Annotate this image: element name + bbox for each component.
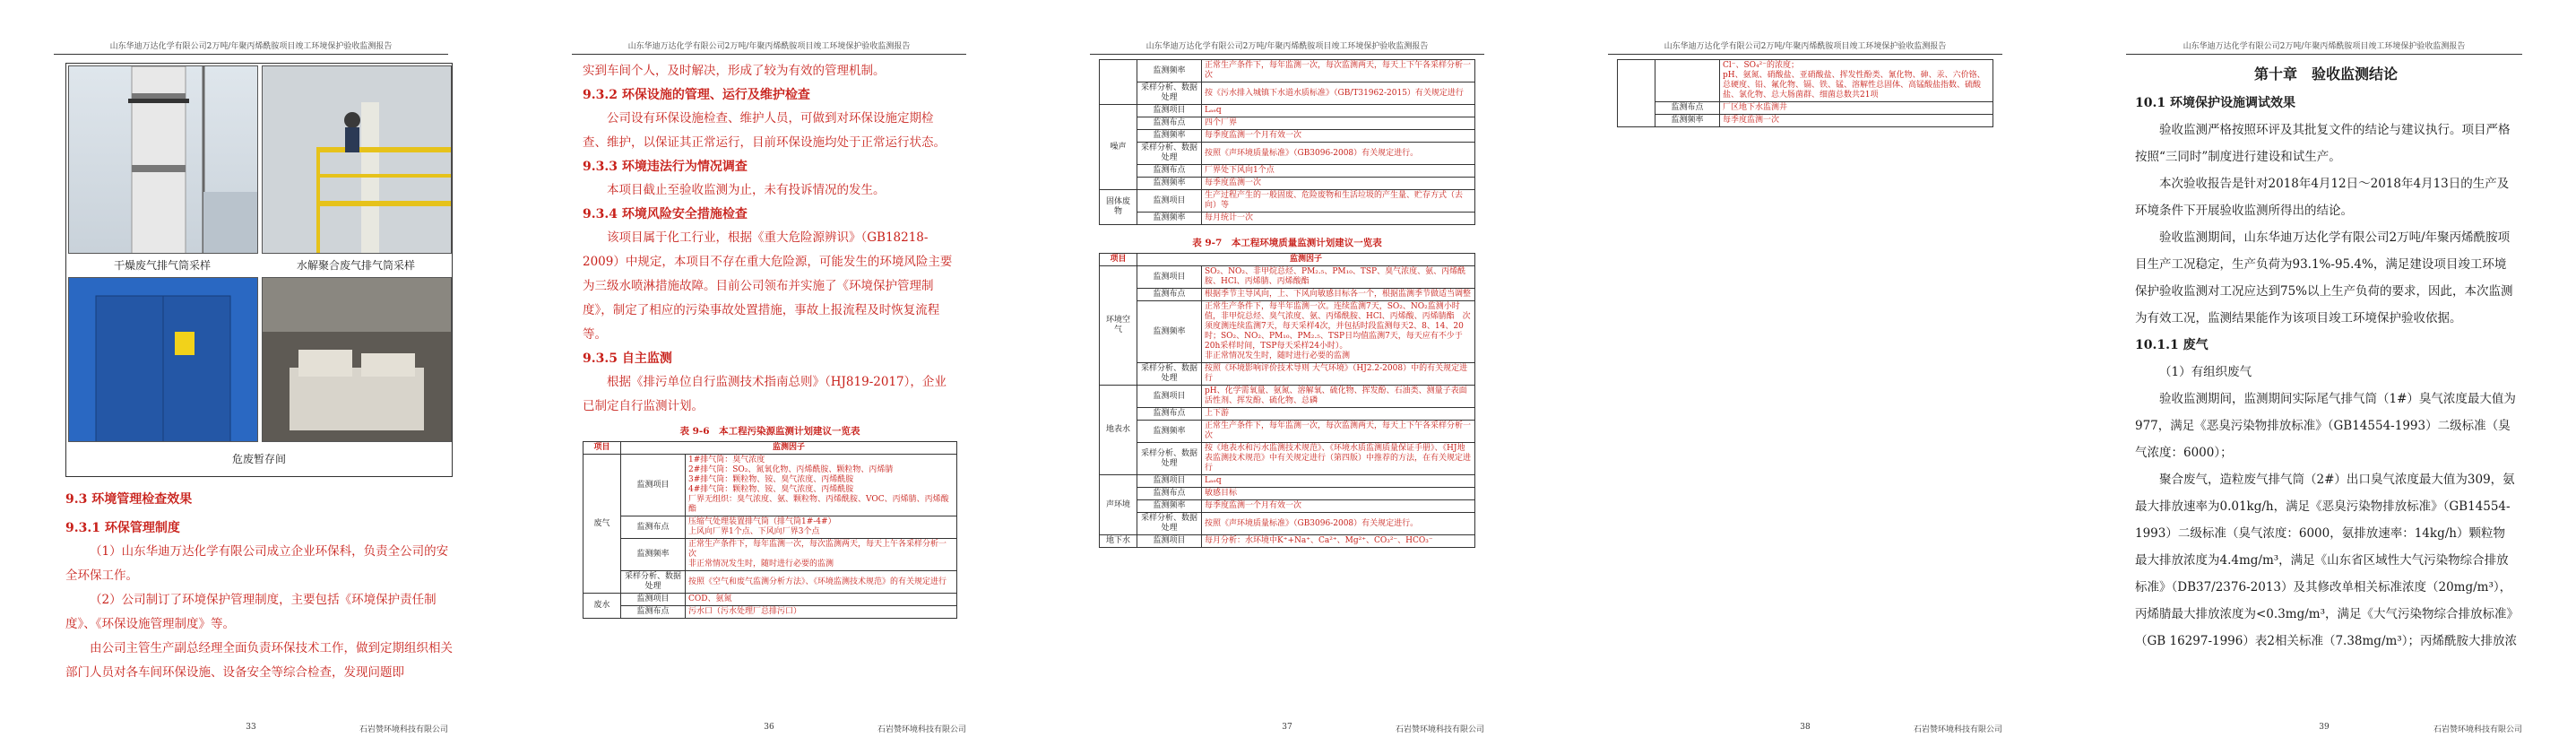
paragraph: 验收监测期间，监测期间实际尾气排气筒（1#）臭气浓度最大值为977，满足《恶臭污染物排放标准》（GB14554-1993）二级标准（臭气浓度：6000）； bbox=[2135, 392, 2516, 460]
table-row bbox=[583, 455, 957, 516]
table-row bbox=[1618, 60, 1993, 102]
row-group-cell: 地表水 bbox=[1100, 386, 1137, 475]
chimney-image bbox=[69, 66, 258, 254]
table-row bbox=[583, 606, 957, 619]
monitoring-table bbox=[583, 441, 957, 619]
row-label-cell: 采样分析、数据处理 bbox=[1137, 443, 1202, 475]
row-label-cell: 监测布点 bbox=[1137, 289, 1202, 301]
row-text-cell: 每月统计一次 bbox=[1202, 213, 1475, 225]
row-label-cell: 监测频率 bbox=[1137, 178, 1202, 190]
paragraph: （1）山东华迪万达化学有限公司成立企业环保科，负责全公司的安全环保工作。 bbox=[65, 544, 449, 583]
row-label-cell: 监测项目 bbox=[621, 455, 686, 516]
row-label-cell: 监测项目 bbox=[1137, 535, 1202, 548]
paragraph: 该项目属于化工行业，根据《重大危险源辨识》（GB18218-2009）中规定，本项目不存在重大危险源，可能发生的环境风险主要为三级水喷淋措施故障。目前公司领布并实施了《环境保护管理制度》，制定了相应的污染事故处置措施，事故上报流程及时恢复流程等。 bbox=[583, 230, 953, 342]
row-label-cell: 监测项目 bbox=[1137, 386, 1202, 408]
section-heading: 9.3.1 环保管理制度 bbox=[65, 521, 180, 535]
row-label-cell: 监测项目 bbox=[1137, 475, 1202, 488]
paragraph: 公司设有环保设施检查、维护人员，可做到对环保设施定期检查、维护，以保证其正常运行，目前环保设施均处于正常运行状态。 bbox=[583, 111, 946, 150]
paragraph: 实到车间个人，及时解决，形成了较为有效的管理机制。 bbox=[583, 64, 886, 78]
row-text-cell: 敏感目标 bbox=[1202, 488, 1475, 500]
row-text-cell: 每季度监测一个月有效一次 bbox=[1202, 500, 1475, 513]
row-text-cell: pH、化学需氧量、氨氮、溶解氧、硫化物、挥发酚、石油类、测量子表面活性剂、挥发酚、硫化物、总磷 bbox=[1202, 386, 1475, 408]
page-header: 山东华迪万达化学有限公司2万吨/年聚丙烯酰胺项目竣工环境保护验收监测报告 bbox=[54, 39, 448, 55]
row-text-cell: Cl⁻、SO₄²⁻的浓度； pH、氨氮、硝酸盐、亚硝酸盐、挥发性酚类、氰化物、砷、汞、六价铬、总硬度、铅、氟化物、镉、铁、锰、溶解性总固体、高锰酸盐指数、硫酸盐、氯化物、总大肠菌群、细菌总数共21项 bbox=[1720, 60, 1993, 102]
row-label-cell: 监测布点 bbox=[621, 606, 686, 619]
row-text-cell: 厂区地下水监测井 bbox=[1720, 102, 1993, 115]
section-heading: 9.3.3 环境违法行为情况调查 bbox=[583, 160, 748, 174]
table-row bbox=[583, 516, 957, 539]
table-row bbox=[1618, 115, 1993, 127]
report-page-37 bbox=[1036, 0, 1538, 755]
table-body bbox=[1100, 60, 1475, 225]
row-text-cell: 正常生产条件下，每年监测一次，每次监测两天，每天上下午各采样分析一次 bbox=[1202, 421, 1475, 443]
row-group-cell: 声环境 bbox=[1100, 475, 1137, 535]
row-text-cell: 按照《环境影响评价技术导则 大气环境》（HJ2.2-2008）中的有关规定进行 bbox=[1202, 363, 1475, 386]
footer-company: 石岩赞环境科技有限公司 bbox=[359, 725, 448, 734]
row-text-cell: 每季度监测一次 bbox=[1202, 178, 1475, 190]
photo-door bbox=[68, 277, 258, 442]
page-header: 山东华迪万达化学有限公司2万吨/年聚丙烯酰胺项目竣工环境保护验收监测报告 bbox=[1090, 39, 1484, 55]
table-row bbox=[1100, 408, 1475, 421]
table-row bbox=[1100, 386, 1475, 408]
paragraph: 由公司主管生产副总经理全面负责环保技术工作，做到定期组织相关部门人员对各车间环保设施、设备安全等综合检查，发现问题即 bbox=[65, 641, 453, 680]
page-header: 山东华迪万达化学有限公司2万吨/年聚丙烯酰胺项目竣工环境保护验收监测报告 bbox=[572, 39, 966, 55]
table-row bbox=[1100, 130, 1475, 143]
section-heading: 10.1.1 废气 bbox=[2135, 338, 2209, 352]
row-label-cell: 监测布点 bbox=[1137, 117, 1202, 130]
row-label-cell: 监测布点 bbox=[621, 516, 686, 539]
row-label-cell: 监测布点 bbox=[1655, 102, 1720, 115]
table-row bbox=[1100, 363, 1475, 386]
page-header: 山东华迪万达化学有限公司2万吨/年聚丙烯酰胺项目竣工环境保护验收监测报告 bbox=[2126, 39, 2522, 55]
row-label-cell: 采样分析、数据处理 bbox=[1137, 143, 1202, 165]
table-body bbox=[583, 455, 957, 619]
row-text-cell: 污水口（污水处理厂总排污口） bbox=[686, 606, 957, 619]
table-header: 监测因子 bbox=[621, 442, 957, 455]
row-label-cell: 监测频率 bbox=[621, 539, 686, 571]
row-text-cell: 正常生产条件下，每年监测一次，每次监测两天，每天上下午各采样分析一次 bbox=[1202, 60, 1475, 82]
table-row bbox=[1100, 513, 1475, 535]
storage-image bbox=[263, 278, 452, 442]
section-heading: 10.1 环境保护设施调试效果 bbox=[2135, 96, 2295, 110]
row-text-cell: 按《地表水和污水监测技术规范》、《环境水质监测质量保证手册》、《HJ地表监测技术规范》中有关规定进行（第四版）中推荐的方法，在有关规定进行 bbox=[1202, 443, 1475, 475]
report-page-33 bbox=[0, 0, 502, 755]
row-label-cell: 监测频率 bbox=[1655, 115, 1720, 127]
quality-table-continued bbox=[1617, 59, 1993, 127]
row-text-cell: 按照《声环境质量标准》（GB3096-2008）有关规定进行。 bbox=[1202, 143, 1475, 165]
platform-image bbox=[263, 66, 452, 254]
report-page-36 bbox=[518, 0, 1020, 755]
row-label-cell: 监测项目 bbox=[1137, 190, 1202, 213]
row-text-cell: 根据季节主导风向，上、下风向敏感目标各一个，根据监测季节做适当调整 bbox=[1202, 289, 1475, 301]
row-text-cell: 生产过程产生的一般固废、危险废物和生活垃圾的产生量、贮存方式（去向）等 bbox=[1202, 190, 1475, 213]
photo-caption: 干燥废气排气筒采样 bbox=[113, 259, 211, 272]
paragraph: 聚合废气，造粒废气排气筒（2#）出口臭气浓度最大值为309，氨最大排放速率为0.01kg/h，满足《恶臭污染物排放标准》（GB14554-1993）二级标准（臭气浓度：6000，氨排放速率：14kg/h）颗粒物最大排放浓度为4.4mg/m³，满足《山东省区域性大气污染物综合排放标准》（DB37/2376-2013）及其修改单相关标准浓度（20mg/m³），丙烯腈最大排放浓度为<0.3mg/m³，满足《大气污染物综合排放标准》（GB 16297-1996）表2相关标准（7.38mg/m³）；丙烯酰胺大排放浓 bbox=[2135, 473, 2517, 648]
photo-grid bbox=[65, 63, 453, 477]
photo-platform-sampling bbox=[262, 65, 452, 254]
paragraph: 根据《排污单位自行监测技术指南总则》（HJ819-2017），企业已制定自行监测计划。 bbox=[583, 375, 947, 413]
photo-stack-sampling bbox=[68, 65, 258, 254]
paragraph: 本次验收报告是针对2018年4月12日～2018年4月13日的生产及环境条件下开展验收监测所得出的结论。 bbox=[2135, 177, 2510, 218]
table-row bbox=[1100, 143, 1475, 165]
row-group-cell: 固体废物 bbox=[1100, 190, 1137, 225]
table-row bbox=[1100, 117, 1475, 130]
row-text-cell: 每季度监测一次 bbox=[1720, 115, 1993, 127]
row-text-cell: 四个厂界 bbox=[1202, 117, 1475, 130]
section-heading: 9.3.2 环保设施的管理、运行及维护检查 bbox=[583, 88, 810, 102]
chapter-title: 第十章 验收监测结论 bbox=[2253, 65, 2398, 82]
table-row bbox=[1100, 301, 1475, 363]
row-label-cell bbox=[1655, 60, 1720, 102]
table-row bbox=[1100, 421, 1475, 443]
footer-company: 石岩赞环境科技有限公司 bbox=[1913, 725, 2002, 734]
row-label-cell: 采样分析、数据处理 bbox=[1137, 363, 1202, 386]
table-header: 项目 bbox=[583, 442, 621, 455]
table-row bbox=[1100, 105, 1475, 117]
row-label-cell: 监测频率 bbox=[1137, 60, 1202, 82]
row-label-cell: 监测频率 bbox=[1137, 213, 1202, 225]
table-row bbox=[1618, 102, 1993, 115]
table-row bbox=[1100, 190, 1475, 213]
photo-caption: 危废暂存间 bbox=[231, 453, 286, 465]
table-row bbox=[1100, 500, 1475, 513]
row-text-cell: 按照《声环境质量标准》（GB3096-2008）有关规定进行。 bbox=[1202, 513, 1475, 535]
paragraph: （1）有组织废气 bbox=[2159, 365, 2252, 379]
paragraph: 本项目截止至验收监测为止，未有投诉情况的发生。 bbox=[607, 183, 886, 197]
row-text-cell: Lₐₑq bbox=[1202, 105, 1475, 117]
row-text-cell: 按照《空气和废气监测分析方法》、《环境监测技术规范》的有关规定进行 bbox=[686, 571, 957, 594]
paragraph: 验收监测严格按照环评及其批复文件的结论与建议执行。项目严格按照“三同时”制度进行建设和试生产。 bbox=[2135, 123, 2511, 164]
page-header: 山东华迪万达化学有限公司2万吨/年聚丙烯酰胺项目竣工环境保护验收监测报告 bbox=[1608, 39, 2002, 55]
row-label-cell: 监测项目 bbox=[621, 594, 686, 606]
row-text-cell: SO₂、NO₂、非甲烷总烃、PM₂.₅、PM₁₀、TSP、臭气浓度、氨、丙烯酰胺、HCl、丙烯腈、丙烯酸酯 bbox=[1202, 266, 1475, 289]
row-text-cell: 1#排气筒：臭气浓度 2#排气筒：SO₂、氮氧化物、丙烯酰胺、颗粒物、丙烯腈 3#排气筒：颗粒物、铵、臭气浓度、丙烯酰胺 4#排气筒：颗粒物、铵、臭气浓度、丙烯酰胺 厂界无组织：臭气浓度、氨、颗粒物、丙烯酰胺、VOC、丙烯腈、丙烯酸酯 bbox=[686, 455, 957, 516]
row-text-cell: 厂界处下风向1个点 bbox=[1202, 165, 1475, 178]
row-label-cell: 监测频率 bbox=[1137, 130, 1202, 143]
table-body bbox=[1618, 60, 1993, 127]
table-row bbox=[1100, 535, 1475, 548]
row-label-cell: 采样分析、数据处理 bbox=[1137, 82, 1202, 105]
table-header: 项目 bbox=[1100, 254, 1137, 266]
row-label-cell: 监测频率 bbox=[1137, 500, 1202, 513]
footer-company: 石岩赞环境科技有限公司 bbox=[877, 725, 966, 734]
table-header: 监测因子 bbox=[1137, 254, 1475, 266]
monitoring-table-continued bbox=[1099, 59, 1475, 225]
table-row bbox=[1100, 488, 1475, 500]
row-text-cell: 上下游 bbox=[1202, 408, 1475, 421]
table-row bbox=[583, 571, 957, 594]
photo-caption: 水解聚合废气排气筒采样 bbox=[296, 259, 415, 272]
table-row bbox=[1100, 266, 1475, 289]
report-page-39 bbox=[2072, 0, 2576, 755]
row-group-cell: 噪声 bbox=[1100, 105, 1137, 190]
table-row bbox=[1100, 213, 1475, 225]
footer-company: 石岩赞环境科技有限公司 bbox=[1395, 725, 1484, 734]
page-number: 38 bbox=[1800, 723, 1811, 732]
quality-table bbox=[1099, 253, 1475, 548]
table-row bbox=[1100, 289, 1475, 301]
row-label-cell: 监测频率 bbox=[1137, 421, 1202, 443]
table-row bbox=[583, 539, 957, 571]
row-label-cell: 监测布点 bbox=[1137, 488, 1202, 500]
page-number: 33 bbox=[246, 723, 256, 732]
row-group-cell: 废气 bbox=[583, 455, 621, 594]
table-row bbox=[1100, 178, 1475, 190]
row-text-cell: 按《污水排入城镇下水道水质标准》（GB/T31962-2015）有关规定进行 bbox=[1202, 82, 1475, 105]
photo-storage bbox=[262, 277, 452, 442]
table-row bbox=[583, 594, 957, 606]
row-text-cell: Lₐₑq bbox=[1202, 475, 1475, 488]
paragraph: 验收监测期间，山东华迪万达化学有限公司2万吨/年聚丙烯酰胺项目生产工况稳定，生产负荷为93.1%-95.4%，满足建设项目竣工环境保护验收监测对工况应达到75%以上生产负荷的要求，因此，本次监测为有效工况，监测结果能作为该项目竣工环境保护验收依据。 bbox=[2135, 230, 2513, 325]
table-row bbox=[1100, 475, 1475, 488]
table-row bbox=[1100, 443, 1475, 475]
table-title: 表 9-7 本工程环境质量监测计划建议一览表 bbox=[1192, 238, 1382, 248]
table-row bbox=[1100, 82, 1475, 105]
page-number: 37 bbox=[1282, 723, 1292, 732]
page-number: 39 bbox=[2319, 723, 2330, 732]
row-label-cell: 监测项目 bbox=[1137, 105, 1202, 117]
table-title: 表 9-6 本工程污染源监测计划建议一览表 bbox=[679, 426, 860, 437]
paragraph: （2）公司制订了环境保护管理制度，主要包括《环境保护责任制度》、《环保设施管理制度》等。 bbox=[65, 593, 437, 631]
section-heading: 9.3.4 环境风险安全措施检查 bbox=[583, 207, 748, 221]
row-text-cell: COD、氨氮 bbox=[686, 594, 957, 606]
section-heading: 9.3.5 自主监测 bbox=[583, 351, 672, 366]
row-label-cell: 监测项目 bbox=[1137, 266, 1202, 289]
page-number: 36 bbox=[764, 723, 774, 732]
row-label-cell: 监测频率 bbox=[1137, 301, 1202, 363]
table-row bbox=[1100, 165, 1475, 178]
row-label-cell: 监测布点 bbox=[1137, 408, 1202, 421]
row-group-cell bbox=[1618, 60, 1655, 127]
table-row bbox=[1100, 60, 1475, 82]
row-group-cell: 地下水 bbox=[1100, 535, 1137, 548]
section-heading: 9.3 环境管理检查效果 bbox=[65, 492, 193, 507]
table-body bbox=[1100, 266, 1475, 548]
row-text-cell: 每季度监测一个月有效一次 bbox=[1202, 130, 1475, 143]
row-label-cell: 采样分析、数据处理 bbox=[1137, 513, 1202, 535]
row-group-cell bbox=[1100, 60, 1137, 105]
row-text-cell: 每月分析：水环境中K⁺+Na⁺、Ca²⁺、Mg²⁺、CO₃²⁻、HCO₃⁻ bbox=[1202, 535, 1475, 548]
report-page-38 bbox=[1554, 0, 2056, 755]
row-label-cell: 监测布点 bbox=[1137, 165, 1202, 178]
row-text-cell: 压缩气处理装置排气筒（排气筒1#-4#） 上风向厂界1个点、下风向厂界3个点 bbox=[686, 516, 957, 539]
row-text-cell: 正常生产条件下，每年监测一次，每次监测两天，每天上午各采样分析一次 非正常情况发生时，随时进行必要的监测 bbox=[686, 539, 957, 571]
row-group-cell: 环境空气 bbox=[1100, 266, 1137, 386]
footer-company: 石岩赞环境科技有限公司 bbox=[2433, 725, 2522, 734]
row-group-cell: 废水 bbox=[583, 594, 621, 619]
row-text-cell: 正常生产条件下，每半年监测一次。连续监测7天，SO₂、NO₂监测小时值，非甲烷总烃、臭气浓度、氨、丙烯酰胺、HCl、丙烯酸、丙烯腈酯 次须度测连续监测7天，每天采样4次，并包括时段监测每天2、8、14、20时；SO₂、NO₂、PM₁₀、PM₂.₅、TSP日均值监测7天，每天应有不少于20h采样时间，TSP每天采样24小时）。 非正常情况发生时，随时进行必要的监测 bbox=[1202, 301, 1475, 363]
door-image bbox=[69, 278, 258, 442]
row-label-cell: 采样分析、数据处理 bbox=[621, 571, 686, 594]
